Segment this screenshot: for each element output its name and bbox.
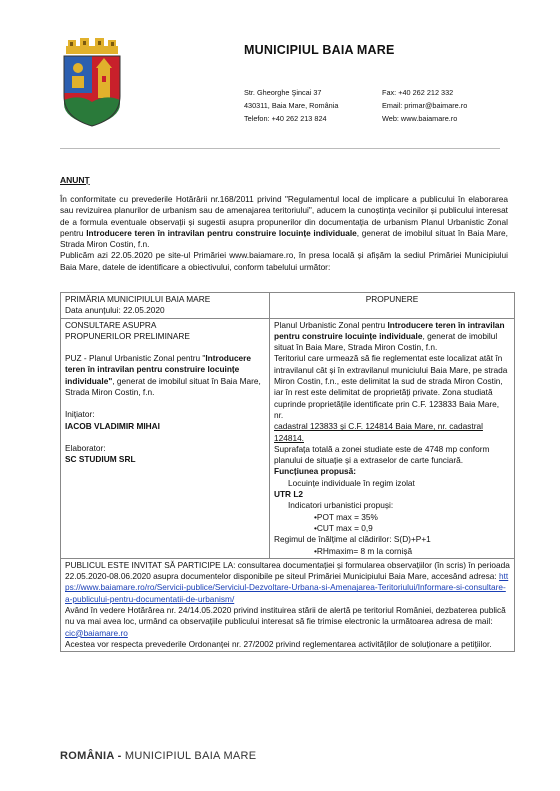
initiator-label: Inițiator: <box>65 409 95 420</box>
surface-text: Suprafața totală a zonei studiate este de 4748 mp conform planului de situație și a extraselor de carte funciară. <box>274 443 490 466</box>
function-label: Funcțiunea propusă: <box>274 466 357 477</box>
header-left-cell: PRIMĂRIA MUNICIPIULUI BAIA MARE Data anunțului: 22.05.2020 <box>61 293 270 319</box>
header-right-cell: PROPUNERE <box>270 293 515 319</box>
elaborator-label: Elaborator: <box>65 442 106 453</box>
fax-number: Fax: +40 262 212 332 <box>382 88 454 97</box>
public-invite-cell <box>61 558 515 651</box>
notice-paragraph-2: Publicăm azi 22.05.2020 pe site-ul Primăriei www.baiamare.ro, în presa locală și afișăm la sediul Primăriei Municipiului Baia Mare, datele de identificare a obiectivului, conform tabelului următor: <box>60 250 508 272</box>
utr-label: UTR L2 <box>274 489 304 500</box>
email-address: Email: primar@baimare.ro <box>382 101 468 110</box>
function-value: Locuințe individuale în regim izolat <box>288 477 415 488</box>
email-link[interactable]: cic@baiamare.ro <box>65 627 128 638</box>
elaborator-name: SC STUDIUM SRL <box>65 454 136 465</box>
notice-paragraph-1: În conformitate cu prevederile Hotărârii nr.168/2011 privind "Regulamentul local de implicare a publicului în elaborarea sau revizuirea planurilor de urbanism sau de amenajarea teritoriului", aducem la cunoștința vecinilor și publicului interesat de a formula eventuale observații și sugestii asupra propunerilor din documentația de urbanism Planul Urbanistic Zonal pentru Introducere teren în intravilan pentru construire locuințe individuale, generat de imobilul situat în Baia Mare, Strada Miron Costin, f.n. <box>60 194 508 250</box>
website: Web: www.baiamare.ro <box>382 114 458 123</box>
initiator-name: IACOB VLADIMIR MIHAI <box>65 420 160 431</box>
cadastral-text: cadastral 123833 și C.F. 124814 Baia Mare, nr. cadastral 124814. <box>274 421 483 443</box>
cut-value: •CUT max = 0,9 <box>314 522 373 533</box>
rh-value: •RHmaxim= 8 m la cornișă <box>314 545 413 556</box>
right-content-cell <box>270 318 515 558</box>
invite-paragraph: PUBLICUL ESTE INVITAT SĂ PARTICIPE LA: consultarea documentației și formularea observațiilor (în scris) în perioada 22.05.2020-08.06.2020 asupra documentelor disponibile pe siteul Primăriei Municipiului Baia Mare, accesând adresa: https://www.baiamare.ro/ro/Servicii-publice/Serviciul-Dezvoltare-Urbana-si-Amenajarea-Teritoriului/Informare-si-consultare-a-publicului-pentru-documentatii-de-urbanism/ <box>65 559 510 604</box>
height-regime: Regimul de înălțime al clădirilor: S(D)+P+1 <box>274 534 431 545</box>
proposal-intro: Planul Urbanistic Zonal pentru Introducere teren în intravilan pentru construire locuințe individuale, generat de imobilul situat în Baia Mare, Strada Miron Costin, f.n. <box>274 319 505 353</box>
header-divider <box>60 148 500 149</box>
table-bottom-row <box>61 558 515 651</box>
notice-table <box>60 292 515 652</box>
municipality-title: MUNICIPIUL BAIA MARE <box>244 43 395 57</box>
phone-number: Telefon: +40 262 213 824 <box>244 114 327 123</box>
ordinance-paragraph: Acestea vor respecta prevederile Ordonanței nr. 27/2002 privind reglementarea activităților de soluționare a petițiilor. <box>65 638 492 649</box>
alert-paragraph: Având în vedere Hotărârea nr. 24/14.05.2020 privind instituirea stării de alertă pe teritoriul României, dezbaterea publică nu va mai avea loc, urmând ca observațiile publicului interesat să fie trimise electronic la următoarea adresa de mail: cic@baiamare.ro <box>65 605 506 638</box>
address-block <box>244 86 338 125</box>
city-crest-logo <box>60 38 124 128</box>
table-header-row <box>61 293 515 319</box>
left-content-cell: CONSULTARE ASUPRA PROPUNERILOR PRELIMINARE PUZ - Planul Urbanistic Zonal pentru "Introducere teren în intravilan pentru construire locuințe individuale", generat de imobilul situat în Baia Mare, Strada Miron Costin, f.n. Inițiator: IACOB VLADIMIR MIHAI Elaborator: SC STUDIUM SRL <box>61 318 270 558</box>
territory-description: Teritoriul care urmează să fie reglementat este localizat atât în intravilanul cât și în extravilanul municiului Baia Mare, pe strada Miron Costin, f.n., este delimitat la sud de strada Miron Costin, iar în rest este delimitat de proprietăți private. Zona studiată cuprinde proprietățile identificate prin C.F. 123833 Baia Mare, nr. <box>274 353 508 420</box>
table-content-row <box>61 318 515 558</box>
documentation-link[interactable]: https://www.baiamare.ro/ro/Servicii-publice/Serviciul-Dezvoltare-Urbana-si-Amenajarea-Teritoriului/Informare-si-consultare-a-publicului-pentru-documentatii-de-urbanism/ <box>65 571 509 604</box>
indicators-label: Indicatori urbanistici propuși: <box>288 500 394 511</box>
address-street: Str. Gheorghe Şincai 37 <box>244 88 322 97</box>
address-city: 430311, Baia Mare, România <box>244 101 339 110</box>
puz-description: PUZ - Planul Urbanistic Zonal pentru "Introducere teren în intravilan pentru construire locuințe individuale", generat de imobilul situat în Baia Mare, Strada Miron Costin, f.n. <box>65 353 261 398</box>
pot-value: •POT max = 35% <box>314 511 378 522</box>
contact-block <box>382 86 467 125</box>
notice-body <box>60 194 508 273</box>
footer-brand: ROMÂNIA - MUNICIPIUL BAIA MARE <box>60 750 257 762</box>
notice-heading: ANUNȚ <box>60 175 90 185</box>
